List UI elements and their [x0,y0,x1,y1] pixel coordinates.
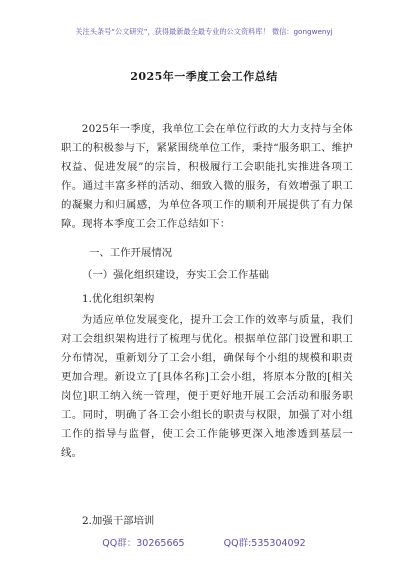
section-heading: 一、工作开展情况 [89,247,173,259]
item-1-paragraph [61,311,353,463]
item-heading-2: 2.加强干部培训 [82,515,155,527]
footer-contacts [0,535,408,549]
item-heading-1: 1.优化组织架构 [82,293,155,305]
intro-text: 2025年一季度，我单位工会在单位行政的大力支持与全体职工的积极参与下，紧紧围绕单位工作，秉持“服务职工、维护权益、促进发展”的宗旨，积极履行工会职能扎实推进各项工作。通过丰富多样的活动、细致入微的服务，有效增强了职工的凝聚力和归属感，为单位各项工作的顺利开展提供了有力保障。现将本季度工会工作总结如下： [61,123,353,230]
document-title: 2025年一季度工会工作总结 [130,70,278,83]
footer-qq-group-1: QQ群：30265665 [102,538,185,549]
item-1-text: 为适应单位发展变化，提升工会工作的效率与质量，我们对工会组织架构进行了梳理与优化。根据单位部门设置和职工分布情况，重新划分了工会小组，确保每个小组的规模和职责更加合理。新设立了[具体名称]工会小组，将原本分散的[相关岗位]职工纳入统一管理，便于更好地开展工会活动和服务职工。同时，明确了各工会小组长的职责与权限，加强了对小组工作的指导与监督，使工会工作能够更深入地渗透到基层一线。 [61,314,353,459]
footer-qq-group-2: QQ群:535304092 [223,538,306,549]
intro-paragraph [61,120,353,234]
subsection-heading: （一）强化组织建设，夯实工会工作基础 [82,269,270,281]
header-banner: 关注头条号“公文研究”，获得最新最全最专业的公文资料库！ 微信：gongwenyj [75,27,333,36]
